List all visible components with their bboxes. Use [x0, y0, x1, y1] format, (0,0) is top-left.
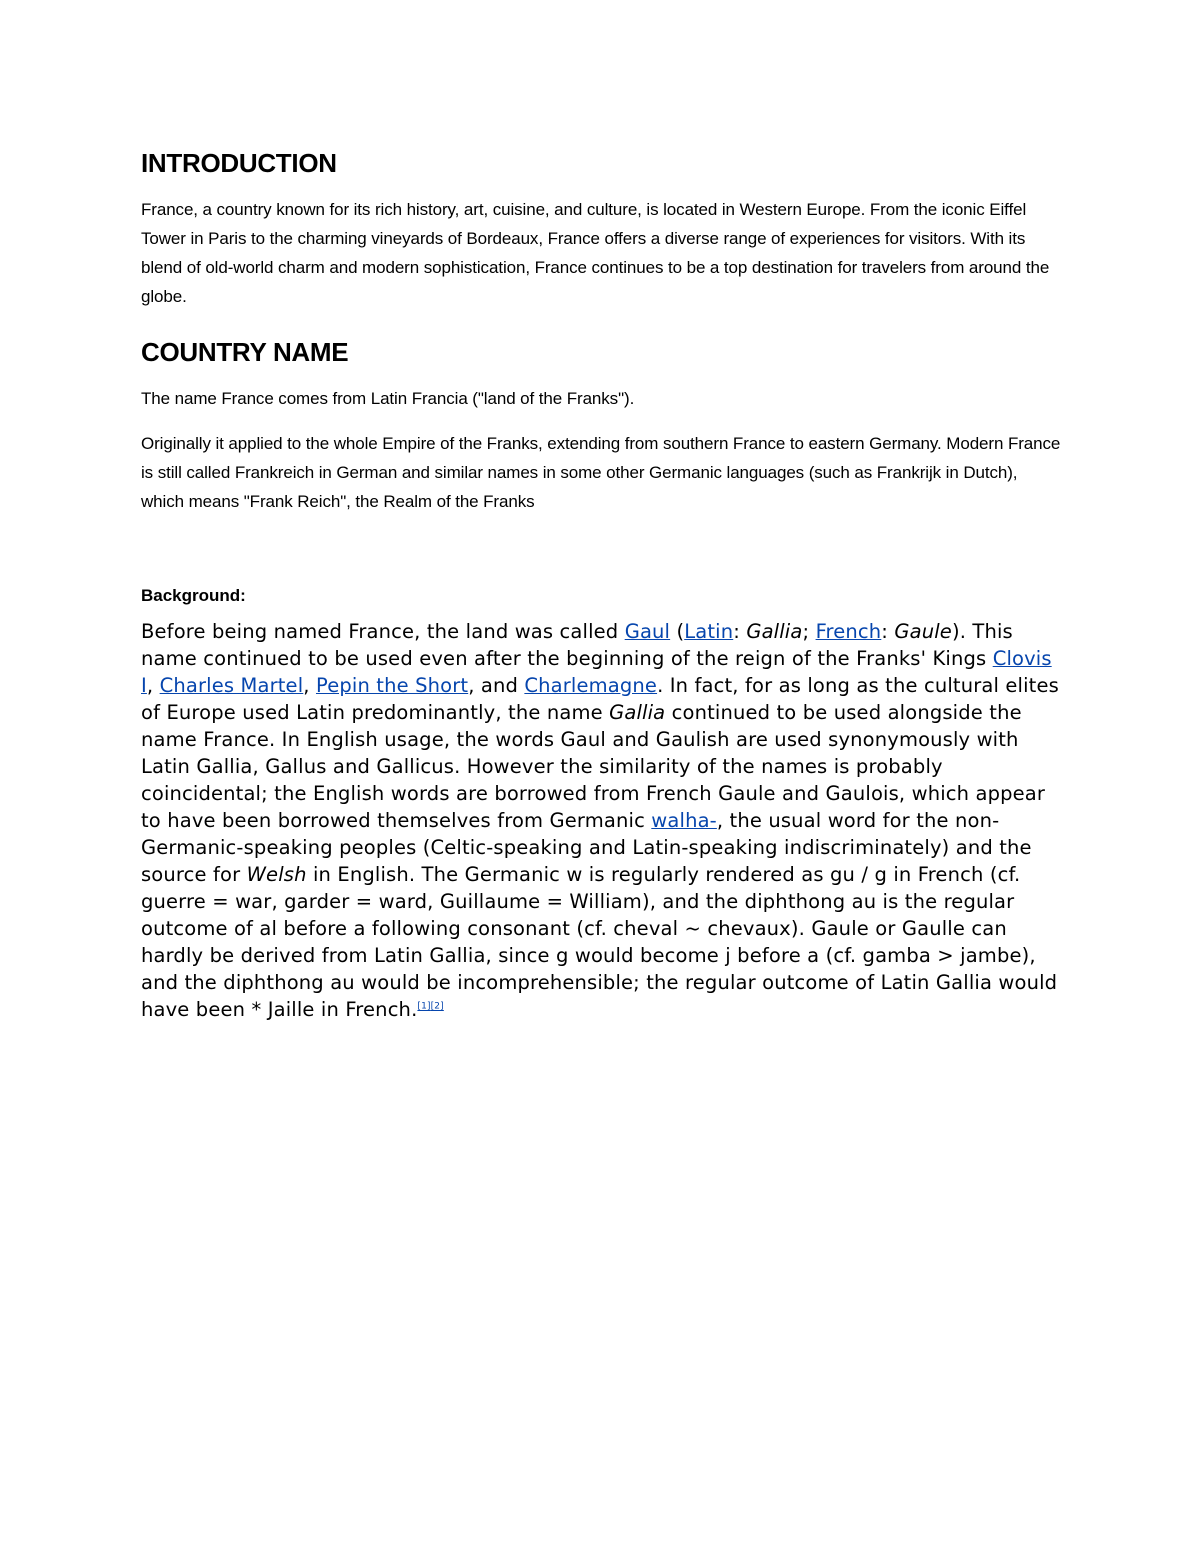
country-name-paragraph-2: Originally it applied to the whole Empire of the Franks, extending from southern France to eastern Germany. Modern France is still called Frankreich in German and similar names in some other Germanic languages (such as Frankrijk in Dutch), which means "Frank Reich", the Realm of the Franks — [141, 434, 1061, 511]
text-segment: , — [146, 674, 160, 697]
link-walha[interactable]: walha- — [651, 809, 717, 832]
link-clovis-i[interactable]: Clovis I — [141, 647, 1052, 697]
link-charles-martel[interactable]: Charles Martel — [159, 674, 304, 697]
document-content — [141, 146, 1061, 1023]
text-segment: , — [303, 674, 316, 697]
country-name-heading: COUNTRY NAME — [141, 337, 349, 367]
reference-link-1[interactable]: [1] — [417, 1001, 431, 1012]
link-latin[interactable]: Latin — [684, 620, 734, 643]
link-pepin-the-short[interactable]: Pepin the Short — [315, 674, 469, 697]
background-heading: Background: — [141, 586, 246, 605]
text-segment: ; — [802, 620, 816, 643]
italic-gallia: Gallia — [746, 620, 803, 643]
italic-gaule: Gaule — [894, 620, 952, 643]
text-segment: ( — [670, 620, 685, 643]
reference-link-2[interactable]: [2] — [430, 1001, 444, 1012]
text-segment: Before being named France, the land was called — [141, 620, 625, 643]
introduction-paragraph: France, a country known for its rich history, art, cuisine, and culture, is located in Western Europe. From the iconic Eiffel Tower in Paris to the charming vineyards of Bordeaux, France offers a diverse range of experiences for visitors. With its blend of old-world charm and modern sophistication, France continues to be a top destination for travelers from around the globe. — [141, 200, 1050, 306]
link-gaul[interactable]: Gaul — [624, 620, 671, 643]
introduction-heading: INTRODUCTION — [141, 148, 337, 178]
text-segment: . In fact, for as long as the cultural elites of Europe used Latin predominantly, the name — [141, 674, 1059, 724]
text-segment: in English. The Germanic w is regularly rendered as gu / g in French (cf. guerre = war, garder = ward, Guillaume = William), and the diphthong au is the regular outcome of al before a following consonant (cf. cheval ~ chevaux). Gaule or Gaulle can hardly be derived from Latin Gallia, since g would become j before a (cf. gamba > jambe), and the diphthong au would be incomprehensible; the regular outcome of Latin Gallia would have been * Jaille in French. — [141, 863, 1058, 1021]
country-name-paragraph-1: The name France comes from Latin Francia ("land of the Franks"). — [141, 389, 635, 408]
italic-welsh: Welsh — [246, 863, 307, 886]
text-segment: , the usual word for the non-Germanic-speaking peoples (Celtic-speaking and Latin-speaking indiscriminately) and the source for — [141, 809, 1032, 886]
text-segment: ). This name continued to be used even after the beginning of the reign of the Franks' Kings — [141, 620, 1013, 670]
link-french[interactable]: French — [815, 620, 882, 643]
reference-superscript — [417, 1002, 443, 1012]
italic-gallia-2: Gallia — [609, 701, 666, 724]
link-charlemagne[interactable]: Charlemagne — [524, 674, 658, 697]
text-segment: : — [881, 620, 895, 643]
text-segment: , and — [468, 674, 525, 697]
text-segment: continued to be used alongside the name France. In English usage, the words Gaul and Gaulish are used synonymously with Latin Gallia, Gallus and Gallicus. However the similarity of the names is probably coincidental; the English words are borrowed from French Gaule and Gaulois, which appear to have been borrowed themselves from Germanic — [141, 701, 1046, 832]
text-segment: : — [733, 620, 747, 643]
background-paragraph — [141, 618, 1061, 1023]
